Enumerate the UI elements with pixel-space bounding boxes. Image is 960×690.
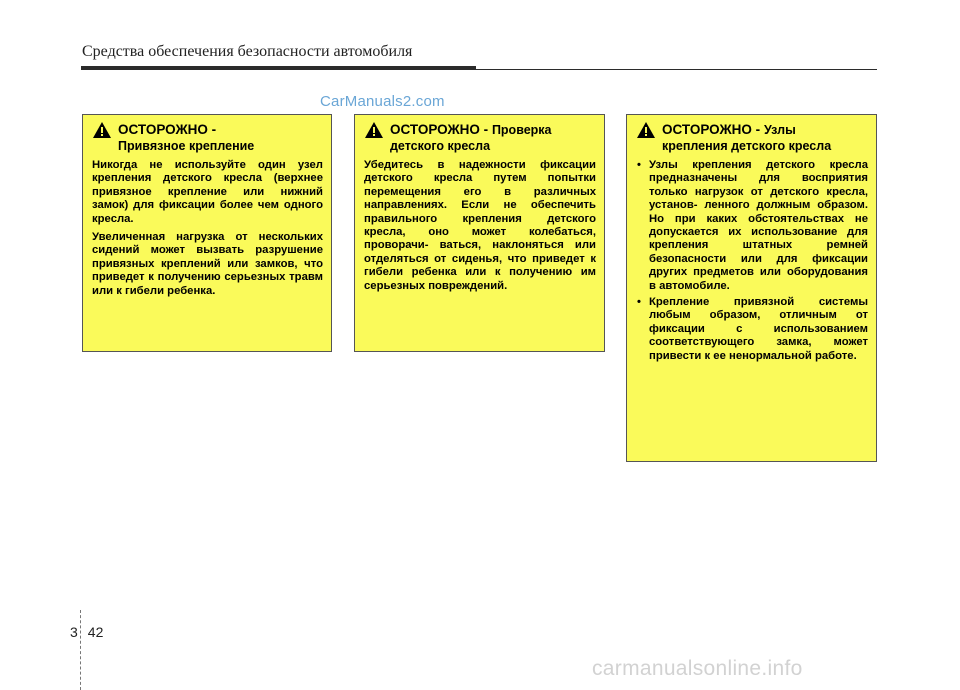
page-number-value: 42 [87, 624, 104, 640]
warning-title: ОСТОРОЖНО - [662, 122, 761, 137]
warning-body [636, 159, 868, 363]
warning-title: ОСТОРОЖНО - [390, 122, 489, 137]
warning-header [364, 122, 596, 154]
warning-title-tail: Проверка [491, 123, 552, 137]
margin-guide-line [80, 610, 82, 690]
section-number: 3 [70, 624, 78, 640]
warning-paragraph: Убедитесь в надежности фиксации детского кресла путем попытки перемещения его в различных направлениях. Если не обеспечить правильного крепления детского кресла, оно может колебаться, проворачи- ваться, наклоняться или отделяться от сиденья, что приведет к гибели ребенка или к получению им серьезных повреждений. [364, 159, 596, 292]
header-rule [81, 66, 476, 70]
warning-box-tether [82, 114, 332, 352]
warning-triangle-icon [364, 121, 384, 139]
watermark-link[interactable]: CarManuals2.com [320, 93, 445, 110]
warning-bullet-list [636, 159, 868, 363]
page-header-title: Средства обеспечения безопасности автомобиля [82, 43, 413, 60]
warning-body [364, 159, 596, 293]
warning-header [636, 122, 868, 154]
warning-body [92, 159, 323, 298]
warning-subtitle: Привязное крепление [118, 139, 255, 153]
warning-bullet-item: • Узлы крепления детского кресла предназначены для восприятия только нагрузок от детского кресла, установ- ленного должным образом. Но при каких обстоятельствах не допускается их использование для крепления штатных ремней безопасности или для фиксации других предметов или оборудования в автомобиле. [636, 159, 868, 293]
page-number [70, 624, 103, 640]
warning-header [92, 122, 323, 154]
warning-title: ОСТОРОЖНО - [118, 122, 217, 137]
watermark-footer: carmanualsonline.info [592, 657, 803, 680]
warning-paragraph: Увеличенная нагрузка от нескольких сидений может вызвать разрушение привязных креплений или замков, что приведет к получению серьезных травм или к гибели ребенка. [92, 231, 323, 297]
warning-paragraph: Никогда не используйте один узел крепления детского кресла (верхнее привязное крепление или нижний замок) для фиксации более чем одного кресла. [92, 159, 323, 225]
warning-subtitle: детского кресла [390, 139, 491, 153]
warning-bullet-item: • Крепление привязной системы любым образом, отличным от фиксации с использованием соответствующего замка, может привести к ее ненормальной работе. [636, 296, 868, 363]
warning-box-anchors [626, 114, 877, 462]
warning-box-seat-check [354, 114, 605, 352]
warning-triangle-icon [92, 121, 112, 139]
warning-triangle-icon [636, 121, 656, 139]
warning-title-tail: Узлы [763, 123, 796, 137]
warning-subtitle: крепления детского кресла [662, 139, 832, 153]
header-rule-thin [476, 69, 877, 70]
